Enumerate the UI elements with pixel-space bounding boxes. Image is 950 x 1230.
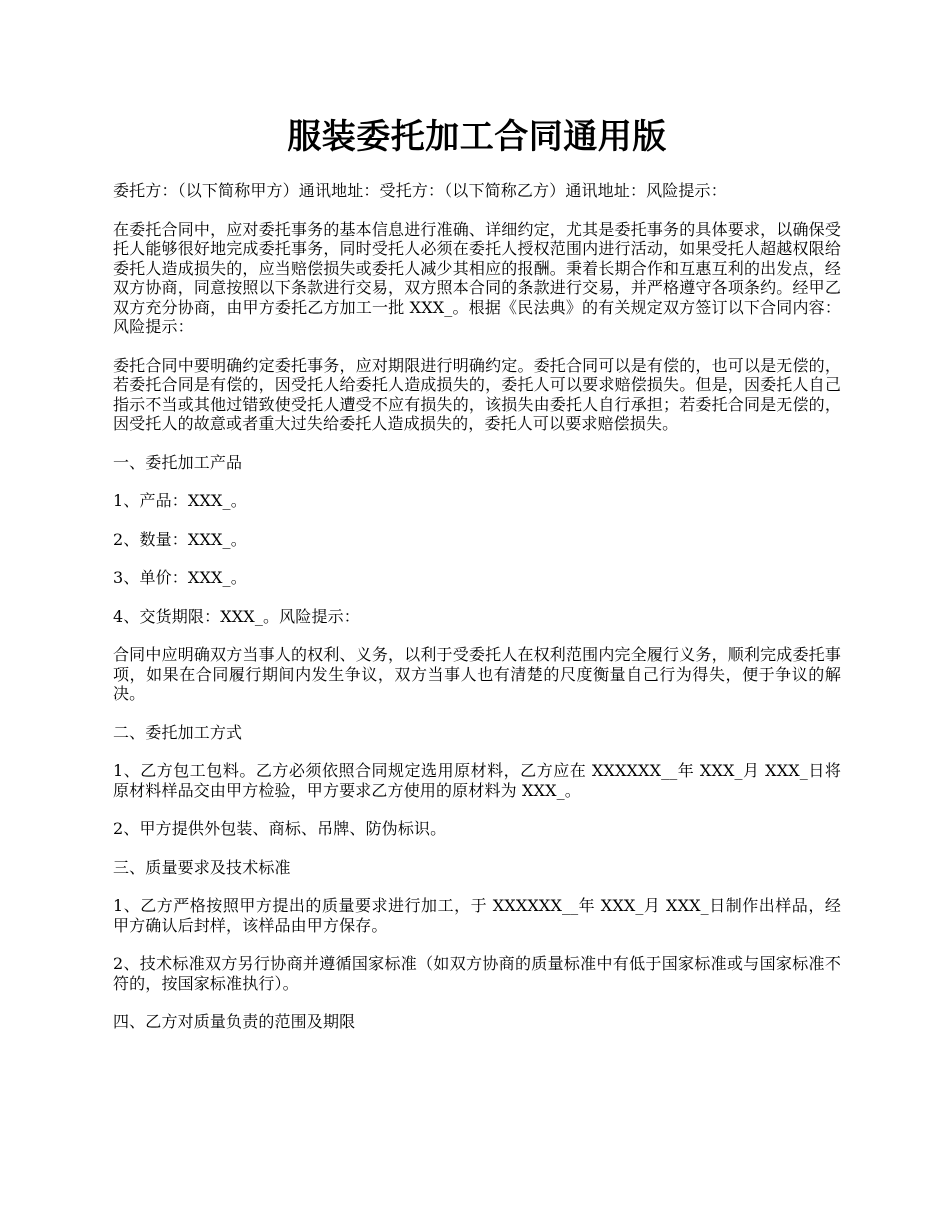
clause-paragraph: 1、乙方严格按照甲方提出的质量要求进行加工，于 XXXXXX__年 XXX_月 XXX_日制作出样品，经甲方确认后封样，该样品由甲方保存。	[113, 896, 841, 935]
clause-paragraph: 1、乙方包工包料。乙方必须依照合同规定选用原材料，乙方应在 XXXXXX__年 XXX_月 XXX_日将原材料样品交由甲方检验，甲方要求乙方使用的原材料为 XXX_。	[113, 761, 841, 800]
document-page	[113, 0, 841, 1032]
section-heading: 四、乙方对质量负责的范围及期限	[113, 1012, 356, 1031]
risk-notice-paragraph: 合同中应明确双方当事人的权利、义务，以利于受委托人在权利范围内完全履行义务，顺利完成委托事项，如果在合同履行期间内发生争议，双方当事人也有清楚的尺度衡量自己行为得失，便于争议的解决。	[113, 645, 841, 703]
clause-paragraph: 3、单价：XXX_。	[113, 568, 247, 587]
clause-paragraph: 4、交货期限：XXX_。风险提示：	[113, 606, 360, 626]
section-heading: 一、委托加工产品	[113, 452, 243, 472]
risk-notice-paragraph: 在委托合同中，应对委托事务的基本信息进行准确、详细约定，尤其是委托事务的具体要求，以确保受托人能够很好地完成委托事务，同时受托人必须在委托人授权范围内进行活动，如果受托人超越权限给委托人造成损失的，应当赔偿损失或委托人减少其相应的报酬。秉着长期合作和互惠互利的出发点，经双方协商，同意按照以下条款进行交易，双方照本合同的条款进行交易，并严格遵守各项条约。经甲乙双方充分协商，由甲方委托乙方加工一批 XXX_。根据《民法典》的有关规定双方签订以下合同内容：风险提示：	[113, 219, 841, 336]
section-heading: 三、质量要求及技术标准	[113, 857, 291, 877]
clause-paragraph: 1、产品：XXX_。	[113, 491, 247, 510]
contract-parties-paragraph: 委托方：（以下简称甲方）通讯地址：受托方：（以下简称乙方）通讯地址：风险提示：	[113, 181, 727, 200]
risk-notice-paragraph: 委托合同中要明确约定委托事务，应对期限进行明确约定。委托合同可以是有偿的，也可以是无偿的，若委托合同是有偿的，因受托人给委托人造成损失的，委托人可以要求赔偿损失。但是，因委托人自己指示不当或其他过错致使受托人遭受不应有损失的，该损失由委托人自行承担；若委托合同是无偿的，因受托人的故意或者重大过失给委托人造成损失的，委托人可以要求赔偿损失。	[113, 355, 841, 433]
document-title: 服装委托加工合同通用版	[287, 117, 667, 157]
clause-paragraph: 2、甲方提供外包装、商标、吊牌、防伪标识。	[113, 819, 447, 838]
clause-paragraph: 2、数量：XXX_。	[113, 529, 247, 549]
section-heading: 二、委托加工方式	[113, 722, 243, 742]
clause-paragraph: 2、技术标准双方另行协商并遵循国家标准（如双方协商的质量标准中有低于国家标准或与国家标准不符的，按国家标准执行）。	[113, 954, 841, 993]
